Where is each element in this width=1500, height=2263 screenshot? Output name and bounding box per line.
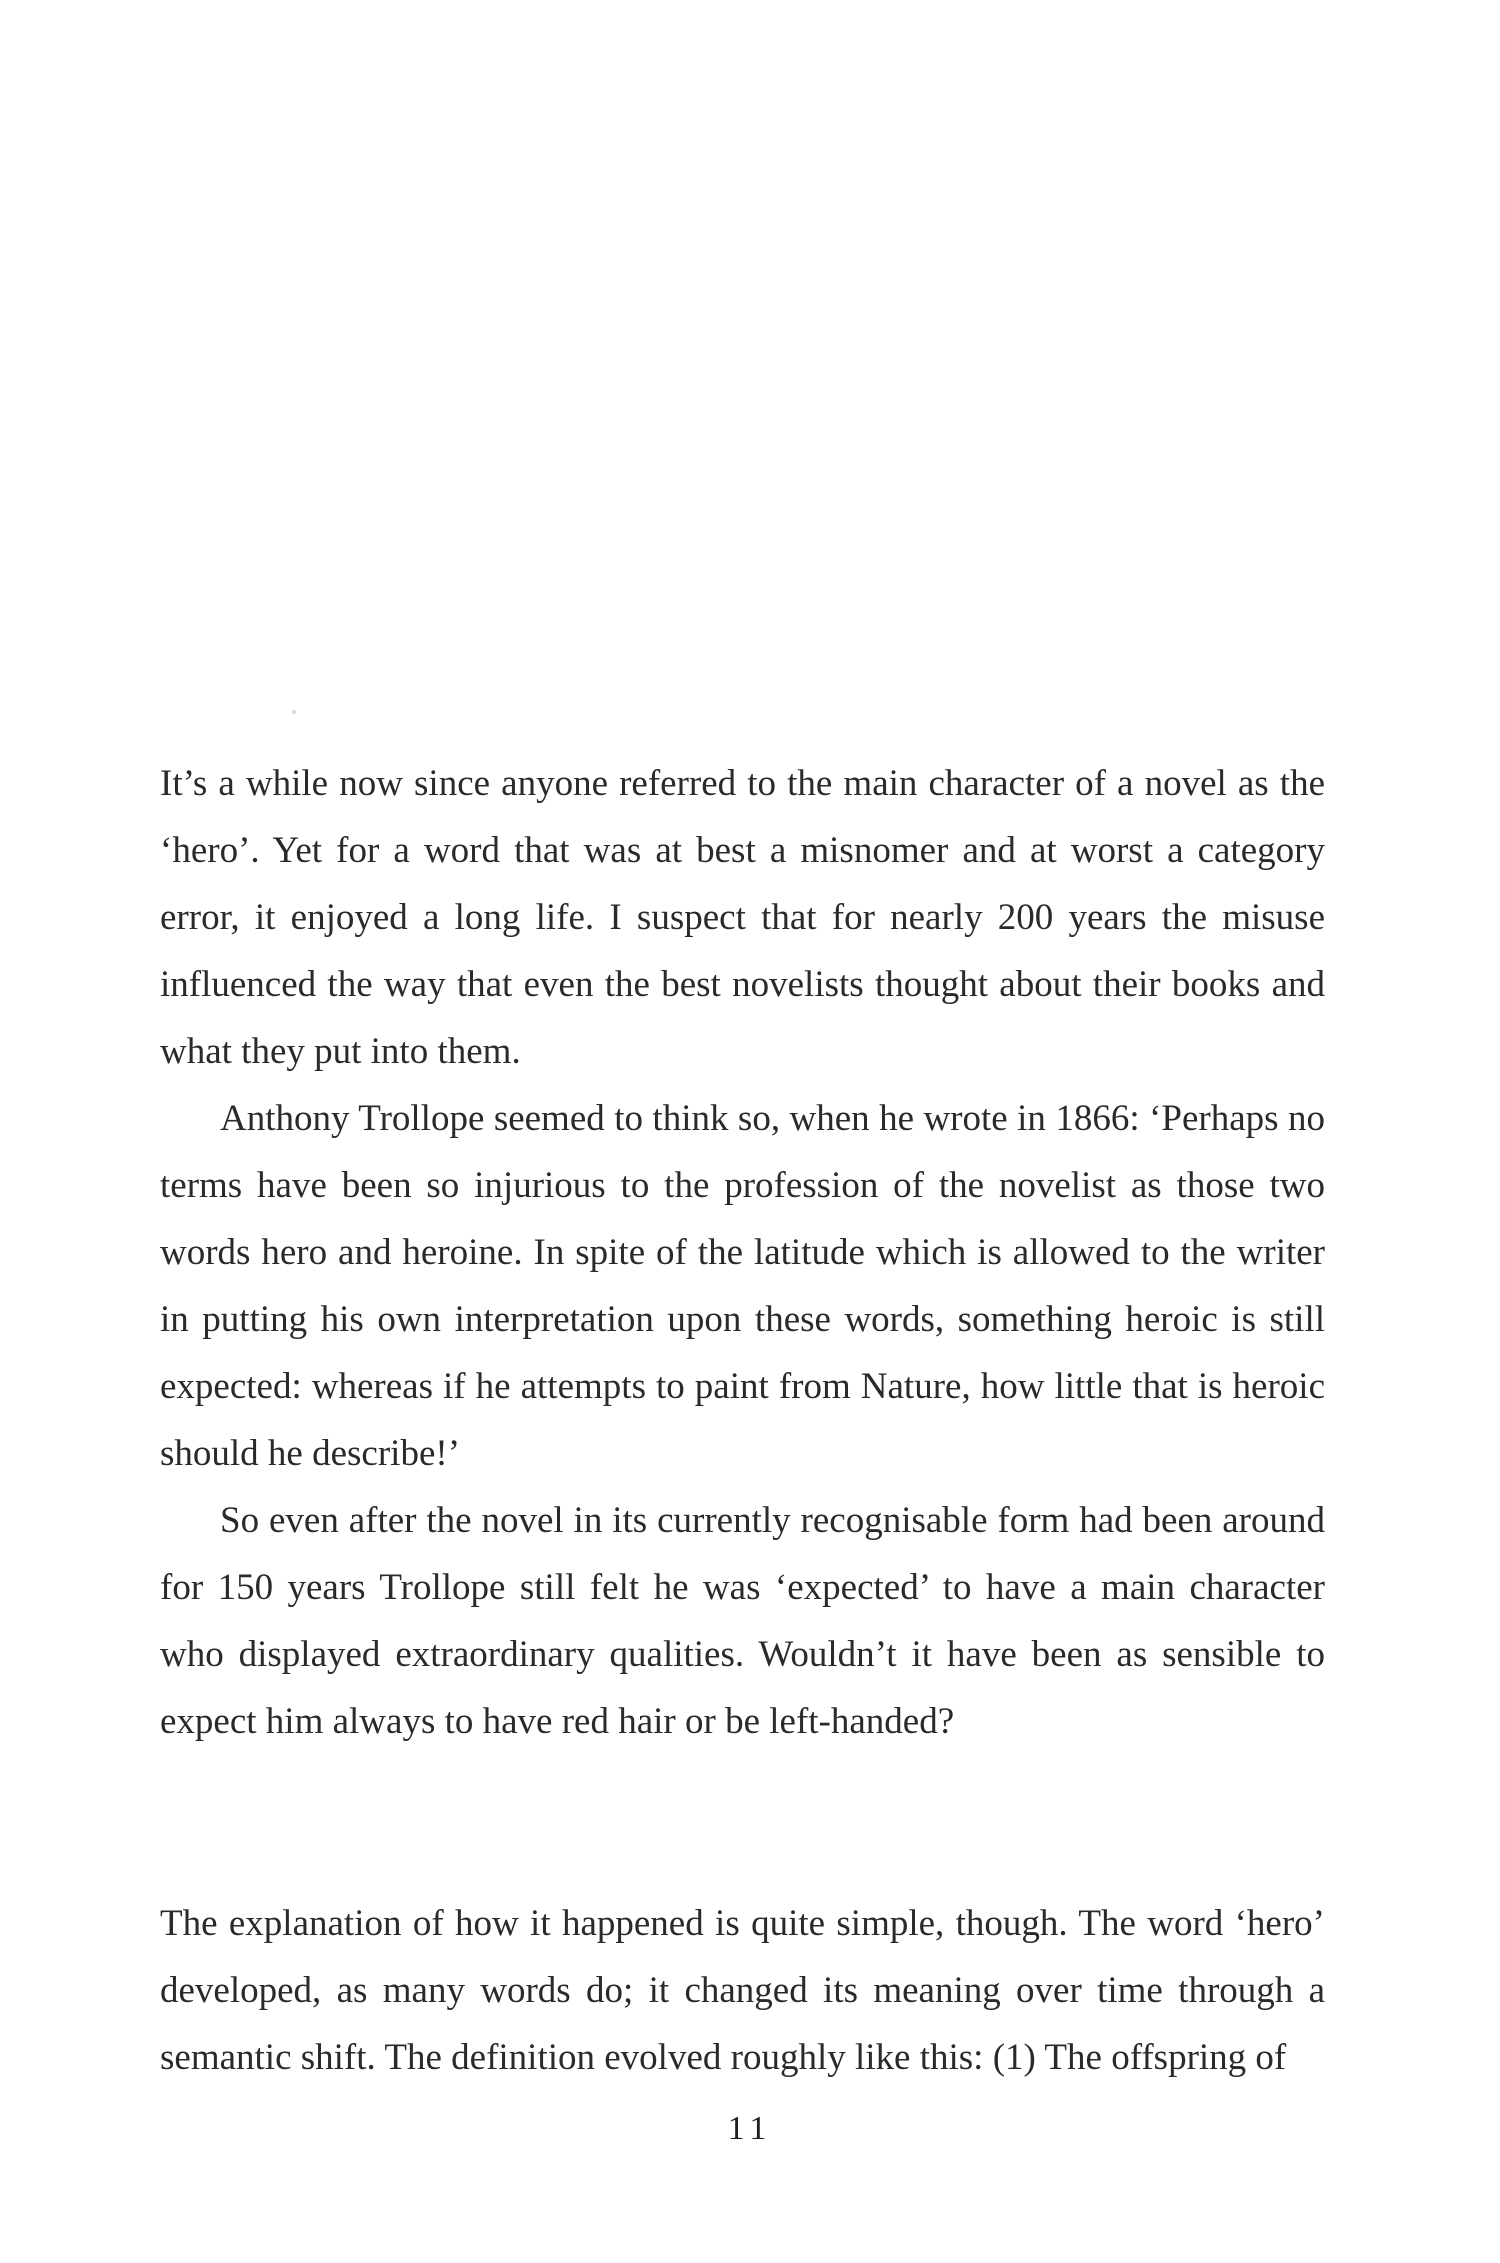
body-section-1 — [160, 750, 1325, 1755]
paragraph-4: The explanation of how it happened is quite simple, though. The word ‘hero’ developed, as many words do; it changed its meaning over time through a semantic shift. The definition evolved roughly like this: (1) The offspring of — [160, 1903, 1325, 2078]
paragraph-3: So even after the novel in its currently recognisable form had been around for 150 years Trollope still felt he was ‘expected’ to have a main character who displayed extraordinary qualities. Wouldn’t it have been as sensible to expect him always to have red hair or be left-handed? — [160, 1500, 1325, 1742]
body-section-2 — [160, 1890, 1325, 2091]
page-number: 11 — [727, 2110, 773, 2147]
paragraph-2: Anthony Trollope seemed to think so, when he wrote in 1866: ‘Perhaps no terms have been so injurious to the profession of the novelist as those two words hero and heroine. In spite of the latitude which is allowed to the writer in putting his own interpretation upon these words, something heroic is still expected: whereas if he attempts to paint from Nature, how little that is heroic should he describe!’ — [160, 1098, 1325, 1474]
paragraph-1: It’s a while now since anyone referred to the main character of a novel as the ‘hero’. Yet for a word that was at best a misnomer and at worst a category error, it enjoyed a long life. I suspect that for nearly 200 years the misuse influenced the way that even the best novelists thought about their books and what they put into them. — [160, 763, 1325, 1072]
paper-speck — [292, 710, 296, 714]
